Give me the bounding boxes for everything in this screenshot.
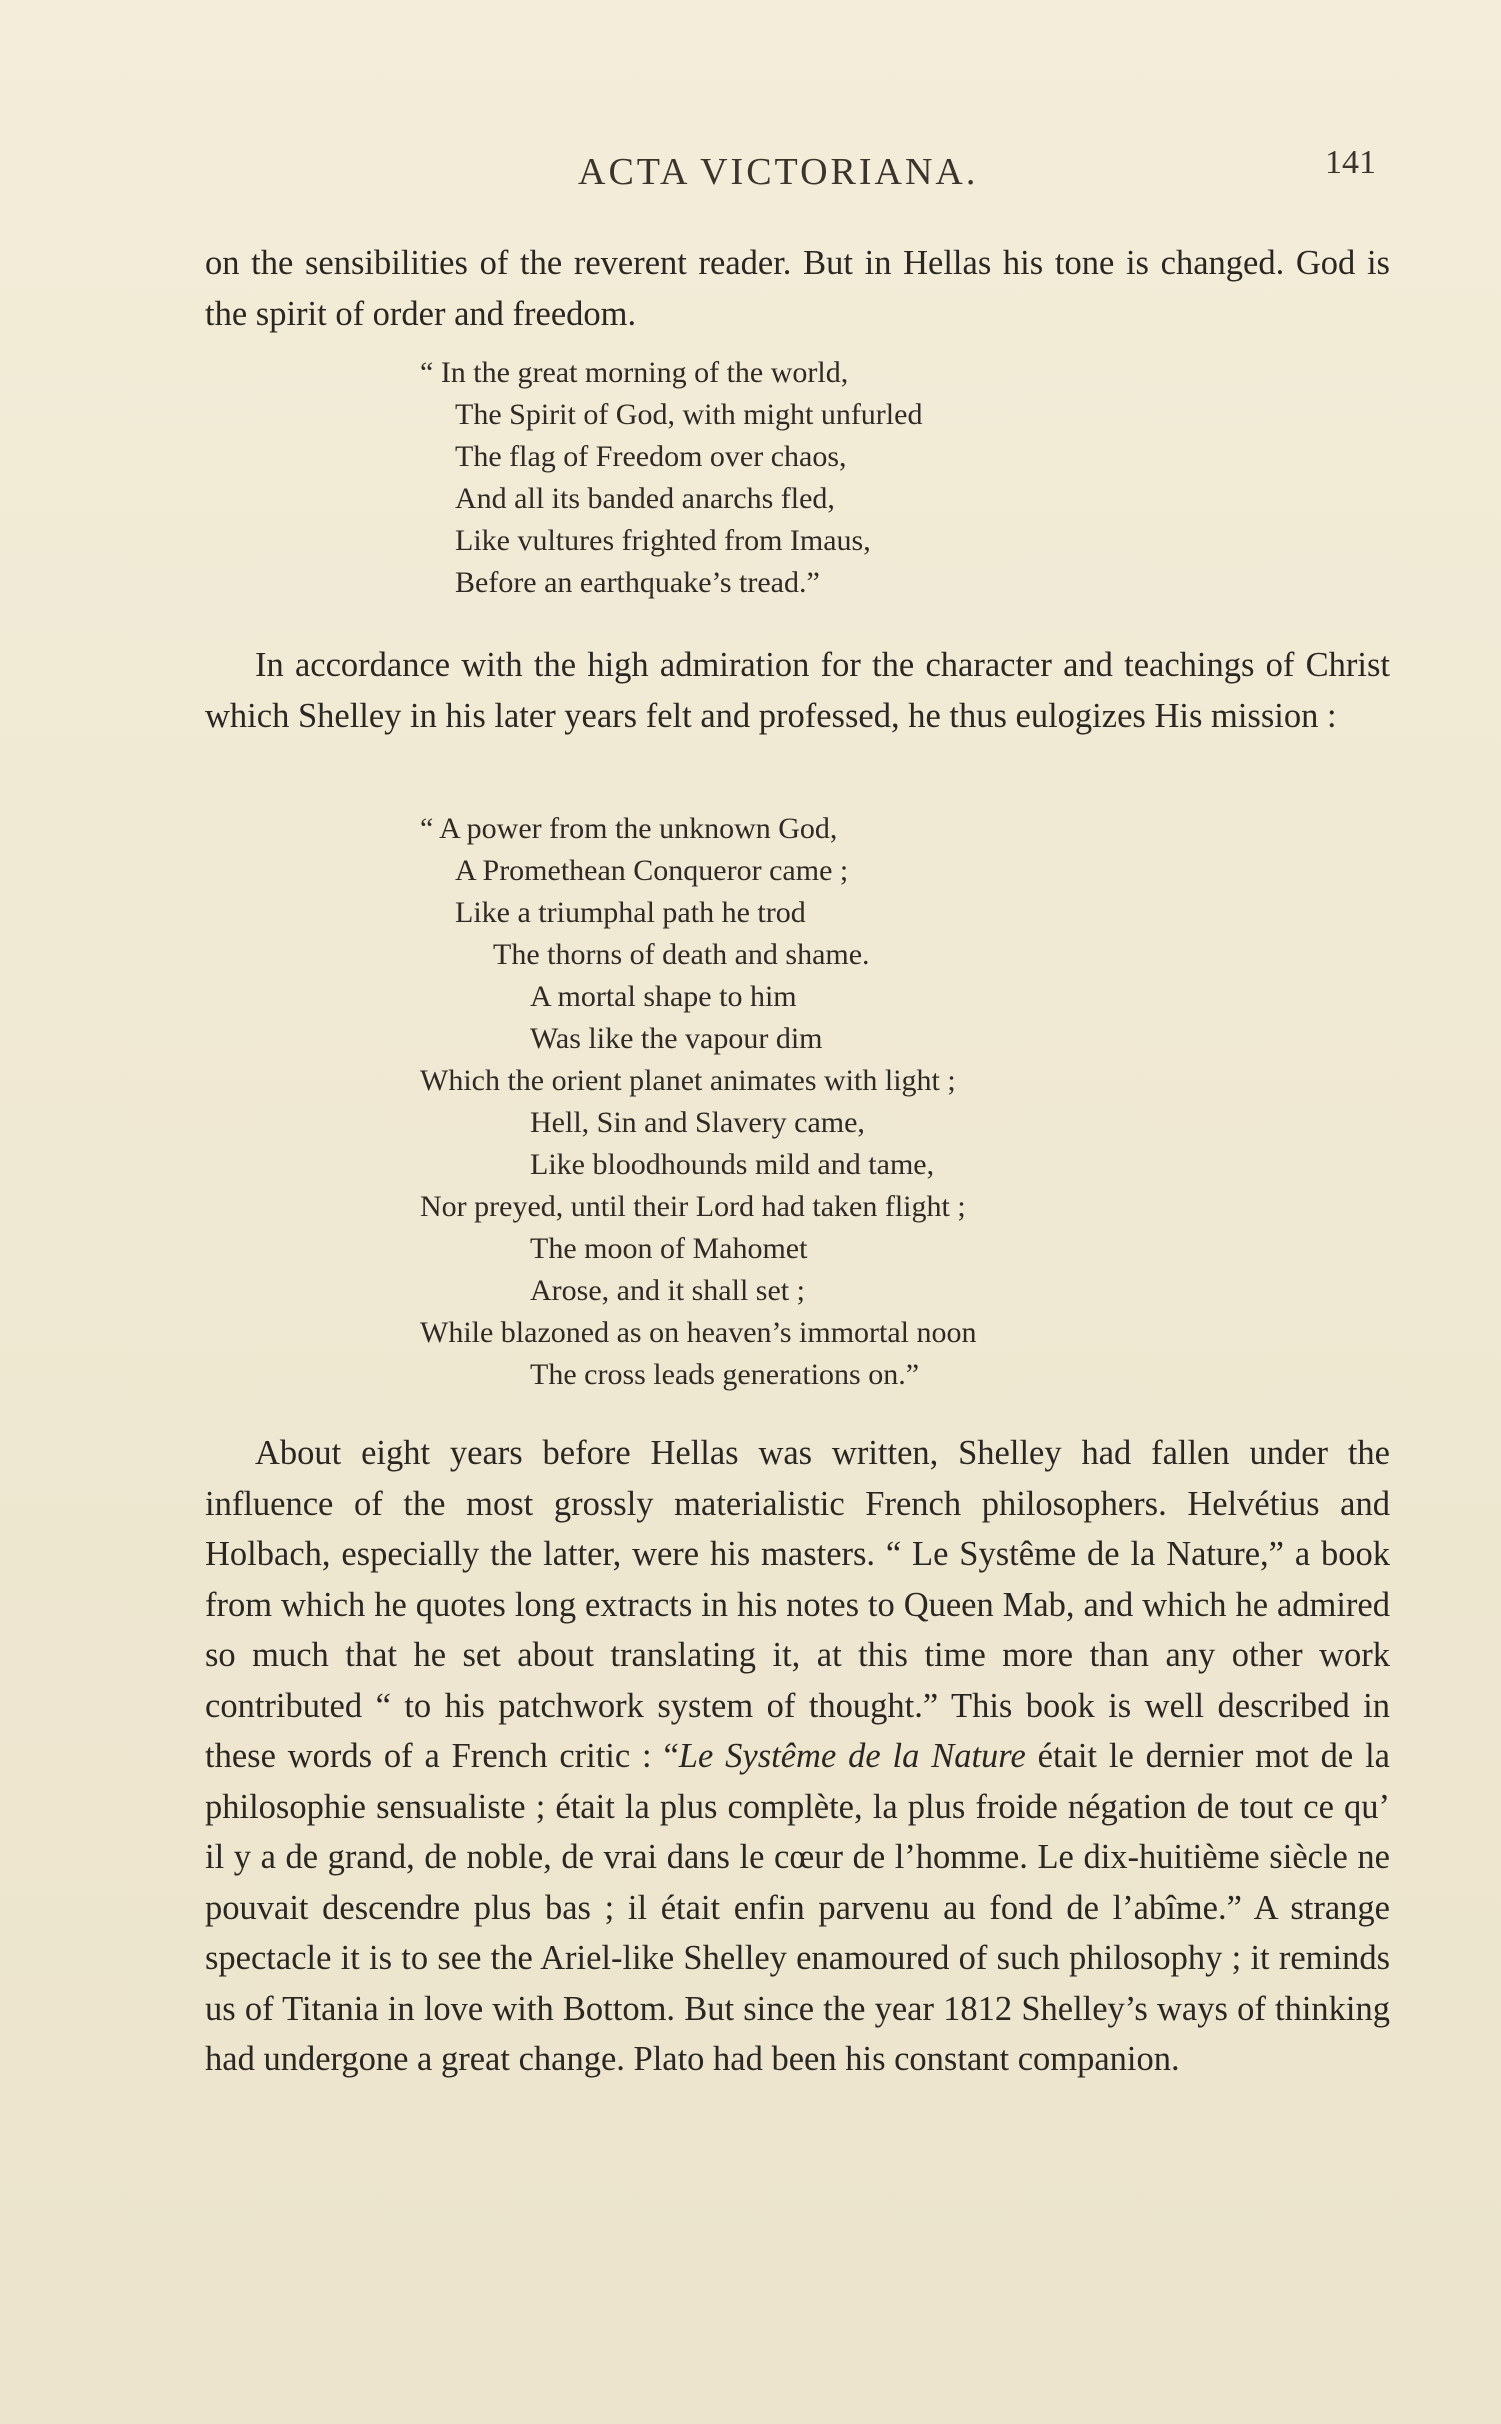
verse-line: Like a triumphal path he trod xyxy=(455,896,806,929)
verse-line: While blazoned as on heaven’s immortal noon xyxy=(420,1316,977,1349)
paragraph-3-part-2: était le dernier mot de la philosophie sensualiste ; était la plus complète, la plus froide négation de tout ce qu’ il y a de grand, de noble, de vrai dans le cœur de l’homme. Le dix-huitième siècle ne pouvait descendre plus bas ; il était enfin parvenu au fond de l’abîme.” A strange spectacle it is to see the Ariel-like Shelley enamoured of such philosophy ; it reminds us of Titania in love with Bottom. But since the year 1812 Shelley’s ways of thinking had undergone a great change. Plato had been his constant companion. xyxy=(205,1737,1390,2078)
verse-line: A mortal shape to him xyxy=(530,980,797,1013)
verse-line: Was like the vapour dim xyxy=(530,1022,823,1055)
verse-line: Like bloodhounds mild and tame, xyxy=(530,1148,935,1181)
paragraph-1: on the sensibilities of the reverent reader. But in Hellas his tone is changed. God is the spirit of order and freedom. xyxy=(205,244,1390,333)
verse-line: The flag of Freedom over chaos, xyxy=(455,440,847,473)
running-header xyxy=(0,144,1501,210)
paragraph-3 xyxy=(205,1428,1390,2085)
verse-line: Nor preyed, until their Lord had taken flight ; xyxy=(420,1190,966,1223)
verse-line: The cross leads generations on.” xyxy=(530,1358,920,1391)
verse-line: Arose, and it shall set ; xyxy=(530,1274,805,1307)
paragraph-2: In accordance with the high admiration for the character and teachings of Christ which Shelley in his later years felt and professed, he thus eulogizes His mission : xyxy=(205,646,1390,735)
paragraph-3-part-1: About eight years before Hellas was written, Shelley had fallen under the influence of the most grossly materialistic French philosophers. Helvétius and Holbach, especially the latter, were his masters. “ Le Systême de la Nature,” a book from which he quotes long extracts in his notes to Queen Mab, and which he admired so much that he set about translating it, at this time more than any other work contributed “ to his patchwork system of thought.” This book is well described in these words of a French critic : “ xyxy=(205,1434,1390,1775)
page-number: 141 xyxy=(1325,144,1376,181)
verse-line: Which the orient planet animates with light ; xyxy=(420,1064,956,1097)
verse-line: A Promethean Conqueror came ; xyxy=(455,854,849,887)
journal-title: ACTA VICTORIANA. xyxy=(578,151,979,193)
verse-line: Like vultures frighted from Imaus, xyxy=(455,524,871,557)
verse-line: “ A power from the unknown God, xyxy=(420,812,838,845)
verse-line: Before an earthquake’s tread.” xyxy=(455,566,820,599)
verse-line: “ In the great morning of the world, xyxy=(420,356,849,389)
verse-line: The Spirit of God, with might unfurled xyxy=(455,398,923,431)
verse-line: The moon of Mahomet xyxy=(530,1232,808,1265)
book-title-italic: Le Systême de la Nature xyxy=(678,1737,1026,1775)
verse-line: The thorns of death and shame. xyxy=(493,938,870,971)
verse-line: And all its banded anarchs fled, xyxy=(455,482,835,515)
verse-line: Hell, Sin and Slavery came, xyxy=(530,1106,865,1139)
